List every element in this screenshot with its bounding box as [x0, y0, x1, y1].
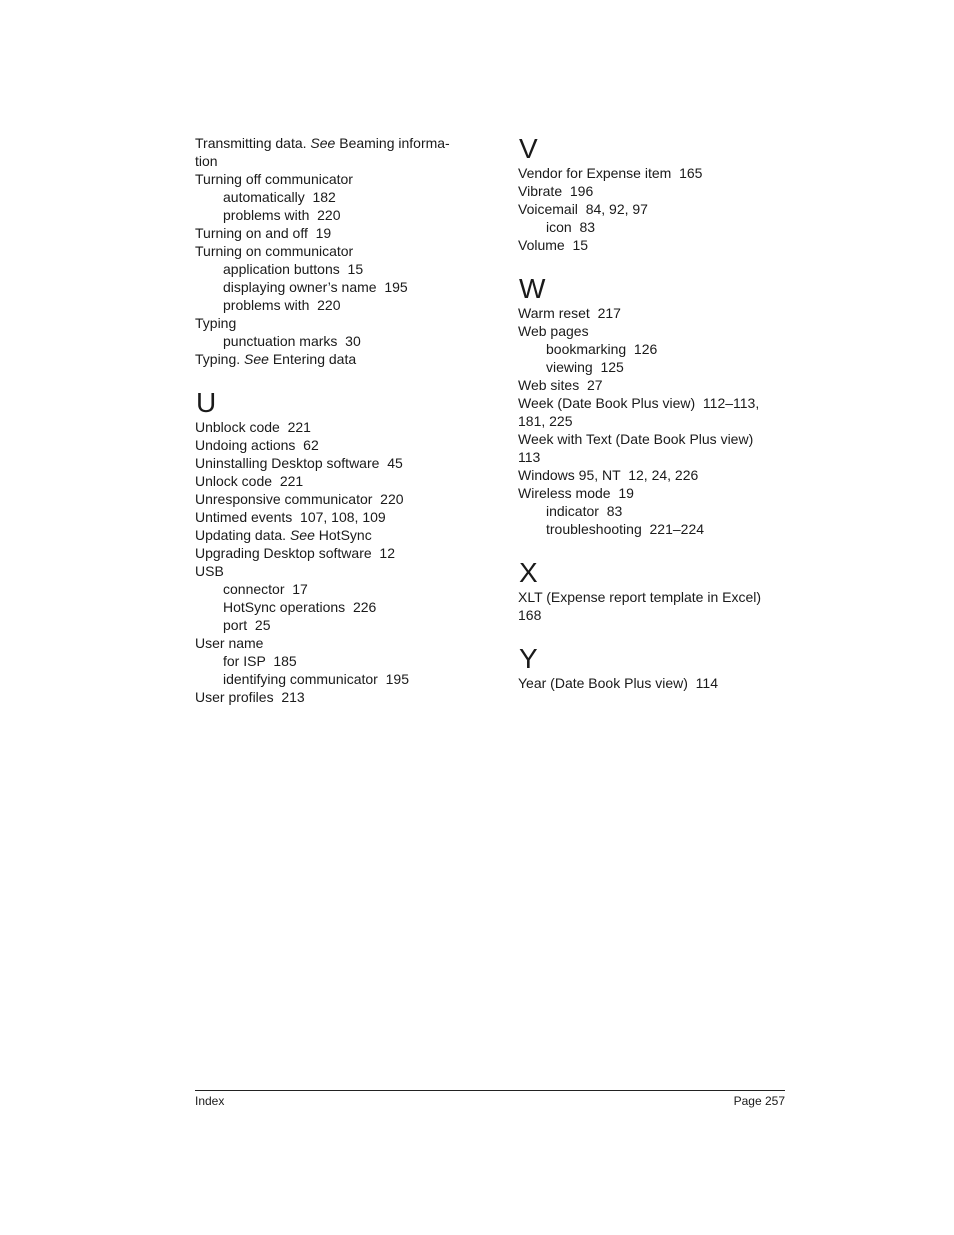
index-entry: Vendor for Expense item 165 — [518, 165, 703, 181]
index-entry: Unlock code 221 — [195, 473, 304, 489]
index-entry: Untimed events 107, 108, 109 — [195, 509, 386, 525]
entry-text-part: Entering data — [268, 351, 357, 367]
index-entry — [195, 350, 495, 368]
footer-section-label: Index — [195, 1094, 225, 1108]
index-entry: Unblock code 221 — [195, 419, 311, 435]
index-subentry: automatically 182 — [223, 189, 336, 205]
index-entry: Turning off communicator — [195, 171, 353, 187]
index-subentry: indicator 83 — [546, 503, 623, 519]
index-subentry: HotSync operations 226 — [223, 599, 377, 615]
index-letter-heading: U — [196, 387, 217, 418]
see-reference: See — [289, 527, 315, 543]
index-entry: XLT (Expense report template in Excel) 168 — [518, 589, 769, 623]
index-entry: Vibrate 196 — [518, 183, 594, 199]
index-entry: Voicemail 84, 92, 97 — [518, 201, 648, 217]
index-letter-heading: X — [519, 557, 538, 588]
entry-text-part: Typing. — [195, 351, 245, 367]
index-entry — [195, 134, 495, 152]
index-entry: Turning on communicator — [195, 243, 354, 259]
index-entry: Windows 95, NT 12, 24, 226 — [518, 467, 699, 483]
index-subentry: bookmarking 126 — [546, 341, 658, 357]
footer-rule — [195, 1090, 785, 1091]
index-subentry: problems with 220 — [223, 207, 341, 223]
index-subentry: port 25 — [223, 617, 271, 633]
index-column-left — [195, 134, 495, 706]
see-reference: See — [244, 351, 269, 367]
index-subentry: connector 17 — [223, 581, 308, 597]
index-letter-heading: Y — [519, 643, 538, 674]
index-subentry: icon 83 — [546, 219, 596, 235]
index-entry: Typing — [195, 315, 237, 331]
entry-text-part: Transmitting data. — [195, 135, 311, 151]
index-column-right — [518, 134, 808, 692]
index-entry: Year (Date Book Plus view) 114 — [518, 675, 718, 691]
index-entry: User profiles 213 — [195, 689, 305, 705]
index-entry: User name — [195, 635, 264, 651]
index-subentry: troubleshooting 221–224 — [546, 521, 705, 537]
index-entry: Turning on and off 19 — [195, 225, 332, 241]
index-entry: tion — [195, 153, 218, 169]
index-subentry: viewing 125 — [546, 359, 624, 375]
index-entry: Week with Text (Date Book Plus view) 113 — [518, 431, 762, 465]
index-entry: Uninstalling Desktop software 45 — [195, 455, 403, 471]
index-subentry: punctuation marks 30 — [223, 333, 361, 349]
index-letter-heading: W — [519, 273, 546, 304]
see-reference: See — [310, 135, 336, 151]
footer-page-number: Page 257 — [733, 1094, 785, 1108]
index-subentry: problems with 220 — [223, 297, 341, 313]
index-subentry: for ISP 185 — [223, 653, 297, 669]
index-entry — [195, 526, 495, 544]
index-entry: USB — [195, 563, 224, 579]
index-entry: Upgrading Desktop software 12 — [195, 545, 395, 561]
index-subentry: identifying communicator 195 — [223, 671, 409, 687]
index-entry: Volume 15 — [518, 237, 589, 253]
index-subentry: application buttons 15 — [223, 261, 364, 277]
index-letter-heading: V — [519, 133, 538, 164]
index-entry: Web pages — [518, 323, 589, 339]
index-entry: Warm reset 217 — [518, 305, 621, 321]
entry-text-part: HotSync — [314, 527, 372, 543]
index-entry: Week (Date Book Plus view) 112–113, 181, 225 — [518, 395, 764, 429]
index-subentry: displaying owner’s name 195 — [223, 279, 408, 295]
index-entry: Unresponsive communicator 220 — [195, 491, 404, 507]
entry-text-part: Updating data. — [195, 527, 290, 543]
index-entry: Undoing actions 62 — [195, 437, 319, 453]
entry-text-part: Beaming informa- — [335, 135, 450, 151]
index-entry: Web sites 27 — [518, 377, 603, 393]
index-entry: Wireless mode 19 — [518, 485, 634, 501]
